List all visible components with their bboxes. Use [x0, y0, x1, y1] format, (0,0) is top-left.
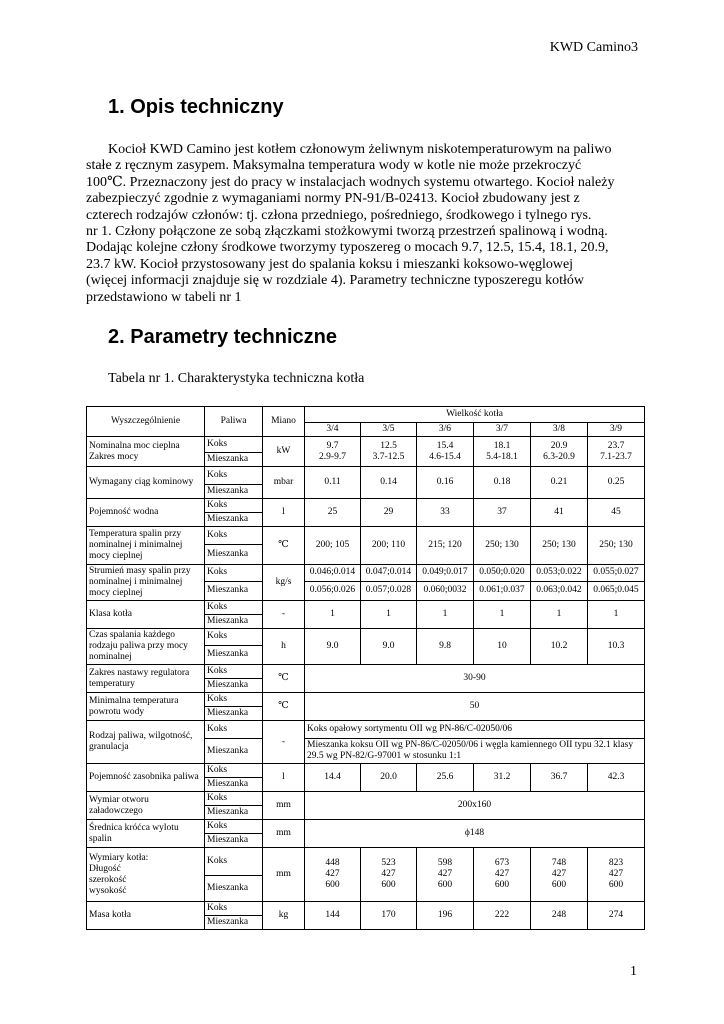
value-cell: 10.3 [588, 629, 645, 665]
row-label: Klasa kotła [87, 601, 205, 629]
unit-cell: kg [263, 902, 305, 930]
paragraph-line: zabezpieczyć zgodnie z wymaganiami normy PN-91/B-02413. Kocioł zbudowany jest z [86, 191, 580, 207]
unit-cell: l [263, 499, 305, 527]
paragraph-line: 100℃. Przeznaczony jest do pracy w instalacjach wodnych systemu otwartego. Kocioł należy [86, 174, 615, 190]
row-label: Czas spalania każdego rodzaju paliwa przy mocy nominalnej [87, 629, 205, 665]
table-header-row [87, 407, 645, 423]
table-row [87, 467, 645, 485]
fuel-label: Mieszanka [205, 615, 263, 629]
header-size: 3/8 [531, 423, 588, 437]
value-cell: 748 427 600 [531, 848, 588, 902]
merged-value-cell: 50 [305, 693, 645, 721]
value-cell: 25.6 [417, 764, 474, 792]
row-label: Minimalna temperatura powrotu wody [87, 693, 205, 721]
fuel-label: Mieszanka [205, 806, 263, 820]
value-cell: 1 [474, 601, 531, 629]
value-cell: 248 [531, 902, 588, 930]
table-row [87, 820, 645, 834]
unit-cell: h [263, 629, 305, 665]
merged-value-cell: Mieszanka koksu OII wg PN-86/C-02050/06 i węgla kamiennego OII typu 32.1 klasy 29.5 wg PN-82/G-97001 w stosunku 1:1 [305, 739, 645, 764]
value-cell: 250; 130 [531, 527, 588, 565]
value-cell: 250; 130 [588, 527, 645, 565]
section-1-paragraph [86, 142, 646, 306]
fuel-label: Koks [205, 902, 263, 916]
technical-spec-table [86, 406, 645, 930]
fuel-label: Koks [205, 792, 263, 806]
table-row [87, 601, 645, 615]
value-cell: 0.14 [361, 467, 417, 499]
table-row [87, 527, 645, 545]
value-cell: 20.9 6.3-20.9 [531, 437, 588, 467]
value-cell: 823 427 600 [588, 848, 645, 902]
header-size: 3/6 [417, 423, 474, 437]
value-cell: 448 427 600 [305, 848, 361, 902]
fuel-label: Koks [205, 601, 263, 615]
unit-cell: - [263, 721, 305, 764]
paragraph-line: przedstawiono w tabeli nr 1 [86, 289, 242, 305]
value-cell: 12.5 3.7-12.5 [361, 437, 417, 467]
value-cell: 0.049;0.017 [417, 565, 474, 582]
value-cell: 36.7 [531, 764, 588, 792]
fuel-label: Mieszanka [205, 453, 263, 467]
value-cell: 0.060;0032 [417, 581, 474, 600]
fuel-label: Mieszanka [205, 581, 263, 600]
value-cell: 31.2 [474, 764, 531, 792]
fuel-label: Mieszanka [205, 485, 263, 499]
fuel-label: Mieszanka [205, 513, 263, 527]
row-label: Pojemność wodna [87, 499, 205, 527]
row-label: Wymiar otworu załadowczego [87, 792, 205, 820]
row-label: Nominalna moc cieplna Zakres mocy [87, 437, 205, 467]
unit-cell: ℃ [263, 665, 305, 693]
value-cell: 0.063;0.042 [531, 581, 588, 600]
value-cell: 25 [305, 499, 361, 527]
value-cell: 9.8 [417, 629, 474, 665]
header-size: 3/4 [305, 423, 361, 437]
value-cell: 37 [474, 499, 531, 527]
row-label: Zakres nastawy regulatora temperatury [87, 665, 205, 693]
value-cell: 0.25 [588, 467, 645, 499]
table-row [87, 565, 645, 582]
table-row [87, 629, 645, 646]
row-label: Strumień masy spalin przy nominalnej i minimalnej mocy cieplnej [87, 565, 205, 601]
table-row [87, 665, 645, 679]
fuel-label: Koks [205, 820, 263, 834]
merged-value-cell: Koks opałowy sortymentu OII wg PN-86/C-02050/06 [305, 721, 645, 739]
unit-cell: ℃ [263, 527, 305, 565]
value-cell: 0.050;0.020 [474, 565, 531, 582]
value-cell: 9.0 [361, 629, 417, 665]
value-cell: 23.7 7.1-23.7 [588, 437, 645, 467]
fuel-label: Mieszanka [205, 778, 263, 792]
value-cell: 200; 105 [305, 527, 361, 565]
unit-cell: kW [263, 437, 305, 467]
value-cell: 144 [305, 902, 361, 930]
page-number: 1 [630, 964, 637, 979]
fuel-label: Mieszanka [205, 916, 263, 930]
merged-value-cell: ϕ148 [305, 820, 645, 848]
row-label: Średnica króćca wylotu spalin [87, 820, 205, 848]
row-label: Temperatura spalin przy nominalnej i minimalnej mocy cieplnej [87, 527, 205, 565]
value-cell: 42.3 [588, 764, 645, 792]
value-cell: 15.4 4.6-15.4 [417, 437, 474, 467]
fuel-label: Mieszanka [205, 834, 263, 848]
fuel-label: Mieszanka [205, 545, 263, 565]
value-cell: 0.053;0.022 [531, 565, 588, 582]
value-cell: 0.061;0.037 [474, 581, 531, 600]
value-cell: 200; 110 [361, 527, 417, 565]
section-2-title: 2. Parametry techniczne [108, 326, 337, 348]
table-row [87, 848, 645, 876]
fuel-label: Mieszanka [205, 707, 263, 721]
value-cell: 1 [417, 601, 474, 629]
value-cell: 10 [474, 629, 531, 665]
value-cell: 0.18 [474, 467, 531, 499]
header-size: 3/7 [474, 423, 531, 437]
fuel-label: Koks [205, 467, 263, 485]
paragraph-line: czterech rodzajów członów: tj. człona przedniego, pośredniego, środkowego i tylnego rys. [86, 207, 592, 223]
value-cell: 0.056;0.026 [305, 581, 361, 600]
fuel-label: Koks [205, 764, 263, 778]
value-cell: 1 [361, 601, 417, 629]
value-cell: 0.055;0.027 [588, 565, 645, 582]
fuel-label: Mieszanka [205, 645, 263, 664]
value-cell: 18.1 5.4-18.1 [474, 437, 531, 467]
fuel-label: Koks [205, 499, 263, 513]
value-cell: 0.11 [305, 467, 361, 499]
unit-cell: - [263, 601, 305, 629]
paragraph-line: Dodając kolejne człony środkowe tworzymy typoszereg o mocach 9.7, 12.5, 15.4, 18.1, 20.9, [86, 240, 609, 256]
table-row [87, 721, 645, 739]
row-label: Pojemność zasobnika paliwa [87, 764, 205, 792]
table-row [87, 764, 645, 778]
paragraph-line: 23.7 kW. Kocioł przystosowany jest do spalania koksu i mieszanki koksowo-węglowej [86, 256, 574, 272]
value-cell: 1 [588, 601, 645, 629]
value-cell: 170 [361, 902, 417, 930]
fuel-label: Koks [205, 629, 263, 646]
paragraph-line: nr 1. Człony połączone ze sobą złączkami stożkowymi tworzą przestrzeń spalinową i wodną. [86, 224, 608, 240]
value-cell: 0.047;0.014 [361, 565, 417, 582]
fuel-label: Koks [205, 527, 263, 545]
value-cell: 274 [588, 902, 645, 930]
value-cell: 598 427 600 [417, 848, 474, 902]
fuel-label: Koks [205, 565, 263, 582]
table-row [87, 499, 645, 513]
table-row [87, 792, 645, 806]
table-caption: Tabela nr 1. Charakterystyka techniczna kotła [108, 371, 365, 386]
fuel-label: Mieszanka [205, 876, 263, 902]
fuel-label: Koks [205, 437, 263, 453]
fuel-label: Koks [205, 693, 263, 707]
value-cell: 45 [588, 499, 645, 527]
value-cell: 1 [305, 601, 361, 629]
row-label: Masa kotła [87, 902, 205, 930]
value-cell: 14.4 [305, 764, 361, 792]
table-row [87, 902, 645, 916]
header-size-group: Wielkość kotła [305, 407, 645, 423]
paragraph-line: stałe z ręcznym zasypem. Maksymalna temperatura wody w kotle nie może przekroczyć [86, 158, 582, 174]
unit-cell: mm [263, 792, 305, 820]
merged-value-cell: 30-90 [305, 665, 645, 693]
section-1-title: 1. Opis techniczny [108, 96, 284, 118]
value-cell: 523 427 600 [361, 848, 417, 902]
unit-cell: mm [263, 848, 305, 902]
header-size: 3/9 [588, 423, 645, 437]
value-cell: 9.7 2.9-9.7 [305, 437, 361, 467]
value-cell: 9.0 [305, 629, 361, 665]
value-cell: 1 [531, 601, 588, 629]
value-cell: 222 [474, 902, 531, 930]
value-cell: 196 [417, 902, 474, 930]
paragraph-line: Kocioł KWD Camino jest kotłem członowym żeliwnym niskotemperaturowym na paliwo [108, 142, 612, 157]
merged-value-cell: 200x160 [305, 792, 645, 820]
value-cell: 215; 120 [417, 527, 474, 565]
paragraph-line: (więcej informacji znajduje się w rozdziale 4). Parametry techniczne typoszeregu kotłów [86, 273, 584, 289]
row-label: Wymagany ciąg kominowy [87, 467, 205, 499]
unit-cell: mm [263, 820, 305, 848]
unit-cell: mbar [263, 467, 305, 499]
fuel-label: Koks [205, 721, 263, 739]
table-row [87, 437, 645, 453]
header-description: Wyszczególnienie [87, 407, 205, 437]
unit-cell: l [263, 764, 305, 792]
value-cell: 0.16 [417, 467, 474, 499]
fuel-label: Koks [205, 665, 263, 679]
value-cell: 250; 130 [474, 527, 531, 565]
table-row [87, 693, 645, 707]
value-cell: 0.057;0.028 [361, 581, 417, 600]
value-cell: 41 [531, 499, 588, 527]
value-cell: 0.065;0.045 [588, 581, 645, 600]
value-cell: 20.0 [361, 764, 417, 792]
fuel-label: Mieszanka [205, 739, 263, 764]
value-cell: 673 427 600 [474, 848, 531, 902]
unit-cell: kg/s [263, 565, 305, 601]
header-size: 3/5 [361, 423, 417, 437]
fuel-label: Koks [205, 848, 263, 876]
row-label: Wymiary kotła: Długość szerokość wysokość [87, 848, 205, 902]
value-cell: 29 [361, 499, 417, 527]
fuel-label: Mieszanka [205, 679, 263, 693]
value-cell: 0.21 [531, 467, 588, 499]
header-fuel: Paliwa [205, 407, 263, 437]
running-header: KWD Camino3 [549, 40, 638, 55]
value-cell: 0.046;0.014 [305, 565, 361, 582]
header-unit: Miano [263, 407, 305, 437]
row-label: Rodzaj paliwa, wilgotność, granulacja [87, 721, 205, 764]
value-cell: 10.2 [531, 629, 588, 665]
value-cell: 33 [417, 499, 474, 527]
unit-cell: ℃ [263, 693, 305, 721]
